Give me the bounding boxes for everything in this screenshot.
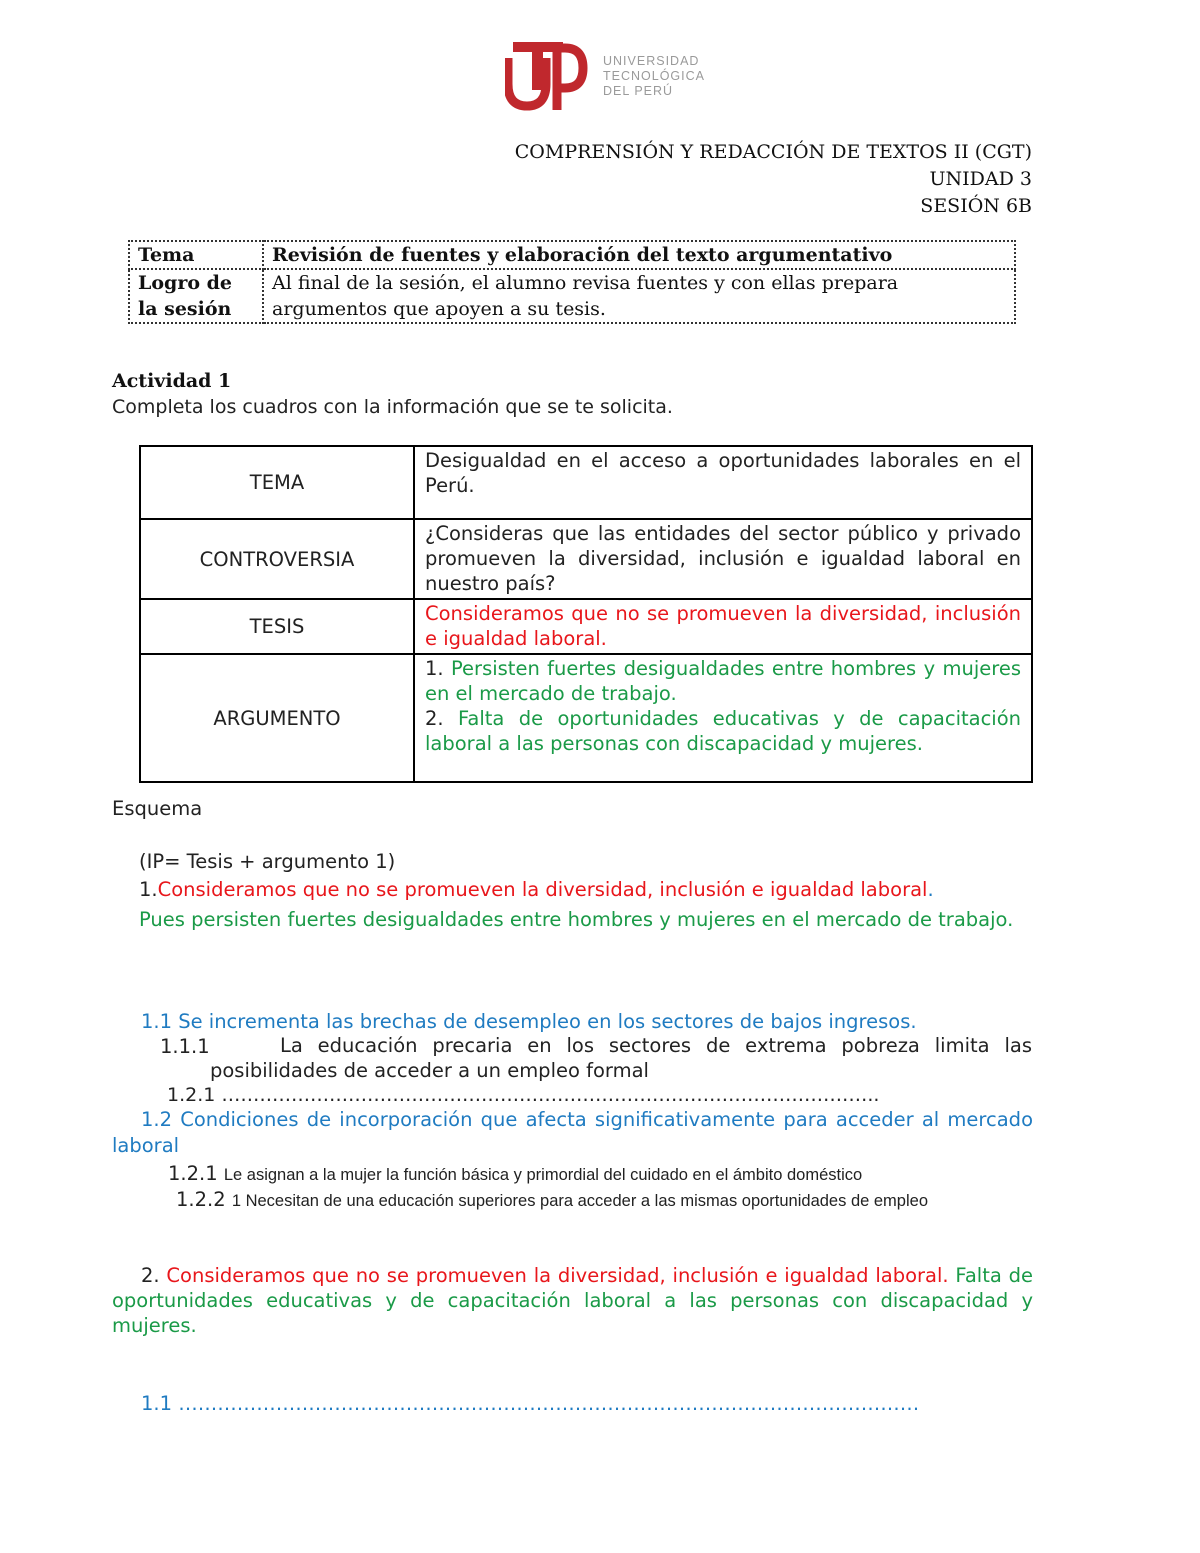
logro-value: Al final de la sesión, el alumno revisa fuentes y con ellas prepara argumentos que apoyen a su tesis. xyxy=(263,269,1015,323)
subpoint-1-2: 1.2 Condiciones de incorporación que afecta significativamente para acceder al mercado laboral xyxy=(112,1108,1033,1157)
info-row-logro xyxy=(129,269,1015,323)
row-controversia xyxy=(140,519,1032,599)
tesis-cell-value: Consideramos que no se promueven la diversidad, inclusión e igualdad laboral. xyxy=(414,599,1032,654)
university-name: UNIVERSIDAD TECNOLÓGICA DEL PERÚ xyxy=(603,54,705,98)
subpoint-1-2-1: 1.2.1 Le asignan a la mujer la función básica y primordial del cuidado en el ámbito doméstico xyxy=(168,1162,863,1185)
tema-label: Tema xyxy=(129,241,263,269)
session-label: SESIÓN 6B xyxy=(920,195,1032,217)
subpoint-1-1: 1.1 Se incrementa las brechas de desempleo en los sectores de bajos ingresos. xyxy=(141,1010,917,1033)
activity-title: Actividad 1 xyxy=(112,370,232,392)
activity-instruction: Completa los cuadros con la información que se te solicita. xyxy=(112,396,673,418)
esquema-formula: (IP= Tesis + argumento 1) xyxy=(139,850,396,873)
row-tesis xyxy=(140,599,1032,654)
esquema-point-2: 2. Consideramos que no se promueven la diversidad, inclusión e igualdad laboral. Falta de oportunidades educativas y de capacitación laboral a las personas con discapacidad y mujeres. xyxy=(112,1264,1033,1337)
tesis-cell-label: TESIS xyxy=(140,599,414,654)
session-info-table xyxy=(128,240,1016,324)
tema-value: Revisión de fuentes y elaboración del texto argumentativo xyxy=(263,241,1015,269)
info-row-tema xyxy=(129,241,1015,269)
subpoint-1-2-1-placeholder: 1.2.1 ………………………………………………………………………………………….. xyxy=(167,1084,880,1106)
subpoint-2-1-placeholder: 1.1 …………………………………………………………………………………………………… xyxy=(141,1392,920,1415)
row-argumento xyxy=(140,654,1032,782)
unit-label: UNIDAD 3 xyxy=(929,168,1032,190)
document-header xyxy=(515,139,1032,220)
esquema-point-1-argument: Pues persisten fuertes desigualdades entre hombres y mujeres en el mercado de trabajo. xyxy=(139,908,1014,931)
subpoint-1-2-2: 1.2.2 1 Necesitan de una educación superiores para acceder a las mismas oportunidades de empleo xyxy=(176,1188,928,1211)
utp-logo xyxy=(505,40,715,112)
subpoint-1-1-1-text: La educación precaria en los sectores de extrema pobreza limita las posibilidades de acceder a un empleo formal xyxy=(210,1034,1032,1082)
logro-label: Logro de la sesión xyxy=(129,269,263,323)
subpoint-1-1-1-num: 1.1.1 xyxy=(160,1035,210,1058)
argumento-cell-label: ARGUMENTO xyxy=(140,654,414,782)
row-tema xyxy=(140,446,1032,519)
esquema-title: Esquema xyxy=(112,797,203,820)
course-title: COMPRENSIÓN Y REDACCIÓN DE TEXTOS II (CGT) xyxy=(514,141,1032,163)
controversia-cell-value: ¿Consideras que las entidades del sector público y privado promueven la diversidad, inclusión e igualdad laboral en nuestro país? xyxy=(414,519,1032,599)
argument-1: 1. Persisten fuertes desigualdades entre hombres y mujeres en el mercado de trabajo. xyxy=(425,657,1022,705)
argumento-cell-value xyxy=(414,654,1032,782)
tema-cell-label: TEMA xyxy=(140,446,414,519)
esquema-point-1: 1.Consideramos que no se promueven la diversidad, inclusión e igualdad laboral. xyxy=(139,878,934,901)
argument-table xyxy=(139,445,1033,783)
controversia-cell-label: CONTROVERSIA xyxy=(140,519,414,599)
argument-2: 2. Falta de oportunidades educativas y de capacitación laboral a las personas con discapacidad y mujeres. xyxy=(425,707,1022,755)
tema-cell-value: Desigualdad en el acceso a oportunidades laborales en el Perú. xyxy=(414,446,1032,519)
